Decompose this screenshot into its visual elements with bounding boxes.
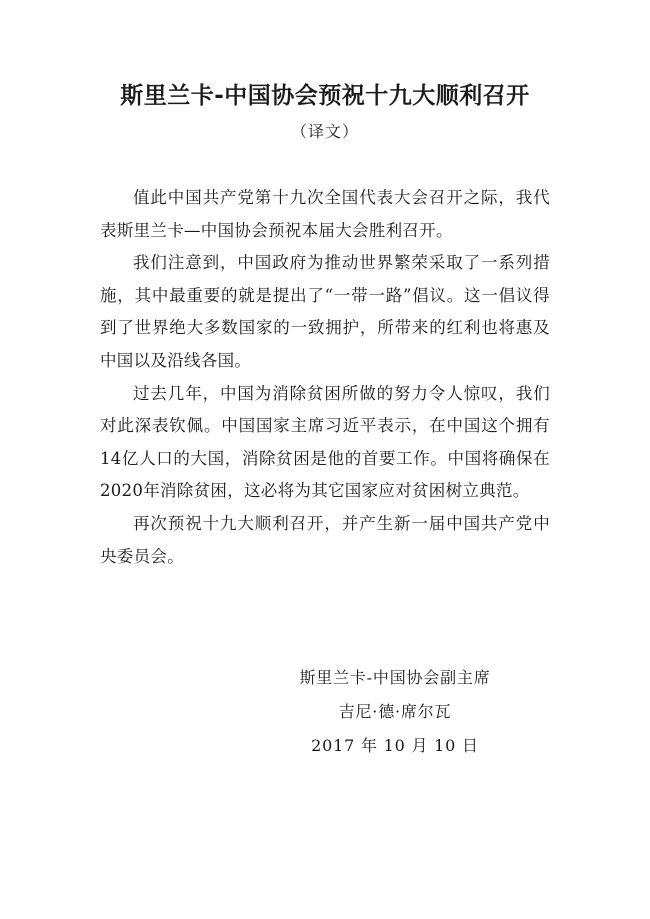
paragraph-poverty: 过去几年，中国为消除贫困所做的努力令人惊叹，我们对此深表钦佩。中国国家主席习近平表示，在中国这个拥有14亿人口的大国，消除贫困是他的首要工作。中国将确保在2020年消除贫困，这必将为其它国家应对贫困树立典范。 <box>100 383 550 501</box>
letter-title: 斯里兰卡-中国协会预祝十九大顺利召开 <box>120 83 530 109</box>
translation-note: （译文） <box>290 122 359 141</box>
signature-date: 2017 年 10 月 10 日 <box>311 736 479 755</box>
paragraph-greeting: 值此中国共产党第十九次全国代表大会召开之际，我代表斯里兰卡—中国协会预祝本届大会胜利召开。 <box>100 188 550 240</box>
letter-body <box>100 182 550 573</box>
paragraph-belt-and-road: 我们注意到，中国政府为推动世界繁荣采取了一系列措施，其中最重要的就是提出了“一带一路”倡议。这一倡议得到了世界绝大多数国家的一致拥护，所带来的红利也将惠及中国以及沿线各国。 <box>100 253 550 370</box>
signature-block <box>250 661 540 763</box>
signer-name: 吉尼·德·席尔瓦 <box>338 702 452 721</box>
paragraph-closing: 再次预祝十九大顺利召开，并产生新一届中国共产党中央委员会。 <box>100 513 550 566</box>
signer-position: 斯里兰卡-中国协会副主席 <box>299 668 491 687</box>
